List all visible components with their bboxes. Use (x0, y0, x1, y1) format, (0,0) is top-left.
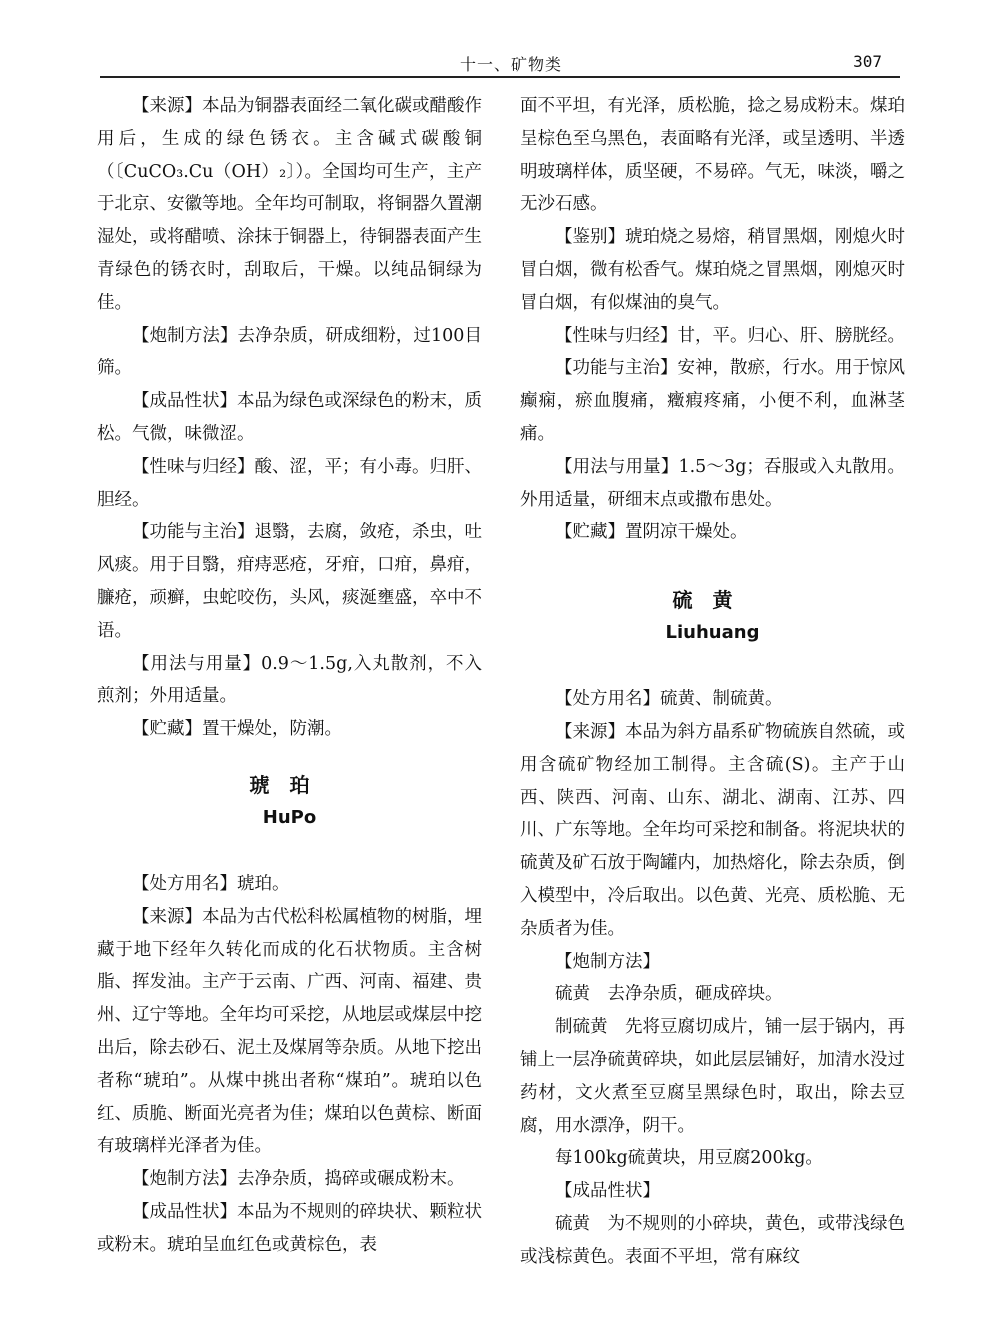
paragraph: 【来源】本品为铜器表面经二氧化碳或醋酸作用后，生成的绿色锈衣。主含碱式碳酸铜（〔CuCO₃.Cu（OH）₂〕）。全国均可生产，主产于北京、安徽等地。全年均可制取，将铜器久置潮湿处，或将醋喷、涂抹于铜器上，待铜器表面产生青绿色的锈衣时，刮取后，干燥。以纯品铜绿为佳。 (97, 96, 482, 313)
header-rule (100, 76, 900, 78)
paragraph: 【炮制方法】去净杂质，研成细粉，过100目筛。 (97, 325, 482, 379)
spacer (97, 746, 482, 768)
paragraph: 【来源】本品为古代松科松属植物的树脂，埋藏于地下经年久转化而成的化石状物质。主含树脂、挥发油。主产于云南、广西、河南、福建、贵州、辽宁等地。全年均可采挖，从地层或煤层中挖出后，除去砂石、泥土及煤屑等杂质。从地下挖出者称“琥珀”。从煤中挑出者称“煤珀”。琥珀以色红、质脆、断面光亮者为佳；煤珀以色黄棕、断面有玻璃样光泽者为佳。 (97, 906, 482, 1157)
page-number: 307 (853, 52, 882, 71)
paragraph: 制硫黄 先将豆腐切成片，铺一层于锅内，再铺上一层净硫黄碎块，如此层层铺好，加清水没过药材，文火煮至豆腐呈黑绿色时，取出，除去豆腐，用水漂净，阴干。 (520, 1017, 905, 1136)
spacer (97, 834, 482, 868)
chapter-title: 十一、矿物类 (460, 55, 563, 74)
left-column (97, 90, 482, 1262)
paragraph: 【功能与主治】安神，散瘀，行水。用于惊风癫痫，瘀血腹痛，癥瘕疼痛，小便不利，血淋茎痛。 (520, 358, 905, 444)
spacer (520, 649, 905, 683)
paragraph: 硫黄 去净杂质，砸成碎块。 (555, 984, 783, 1005)
paragraph: 【成品性状】本品为不规则的碎块状、颗粒状或粉末。琥珀呈血红色或黄棕色，表 (97, 1201, 482, 1255)
paragraph: 【处方用名】琥珀。 (132, 873, 290, 894)
paragraph: 【鉴别】琥珀烧之易熔，稍冒黑烟，刚熄火时冒白烟，微有松香气。煤珀烧之冒黑烟，刚熄灭时冒白烟，有似煤油的臭气。 (520, 227, 905, 313)
paragraph: 【贮藏】置干燥处，防潮。 (132, 719, 342, 740)
paragraph: 【用法与用量】0.9～1.5g,入丸散剂，不入煎剂；外用适量。 (97, 653, 482, 707)
paragraph: 【成品性状】 (555, 1181, 660, 1202)
spacer (520, 549, 905, 583)
paragraph: 硫黄 为不规则的小碎块，黄色，或带浅绿色或浅棕黄色。表面不平坦，常有麻纹 (520, 1213, 905, 1267)
paragraph: 【性味与归经】甘，平。归心、肝、膀胱经。 (555, 325, 905, 346)
paragraph: 面不平坦，有光泽，质松脆，捻之易成粉末。煤珀呈棕色至乌黑色，表面略有光泽，或呈透明、半透明玻璃样体，质坚硬，不易碎。气无，味淡，嚼之无沙石感。 (520, 96, 905, 215)
right-column (520, 90, 905, 1274)
paragraph: 【炮制方法】 (555, 951, 660, 972)
paragraph: 【炮制方法】去净杂质，捣碎或碾成粉末。 (132, 1169, 465, 1190)
paragraph: 【功能与主治】退翳，去腐，敛疮，杀虫，吐风痰。用于目翳，疳痔恶疮，牙疳，口疳，鼻疳，臁疮，顽癣，虫蛇咬伤，头风，痰涎壅盛，卒中不语。 (97, 522, 482, 641)
paragraph: 【贮藏】置阴凉干燥处。 (555, 522, 748, 543)
paragraph: 【用法与用量】1.5～3g；吞服或入丸散用。外用适量，研细末点或撒布患处。 (520, 456, 905, 510)
paragraph: 【来源】本品为斜方晶系矿物硫族自然硫，或用含硫矿物经加工制得。主含硫(S)。主产于山西、陕西、河南、山东、湖北、湖南、江苏、四川、广东等地。全年均可采挖和制备。将泥块状的硫黄及矿石放于陶罐内，加热熔化，除去杂质，倒入模型中，冷后取出。以色黄、光亮、质松脆、无杂质者为佳。 (520, 721, 905, 939)
section-pinyin-liuhuang: Liuhuang (665, 622, 760, 644)
section-pinyin-hupo: HuPo (262, 806, 317, 828)
paragraph: 【处方用名】硫黄、制硫黄。 (555, 689, 783, 710)
paragraph: 【性味与归经】酸、涩，平；有小毒。归肝、胆经。 (97, 456, 482, 510)
section-heading-liuhuang: 硫黄 (672, 588, 753, 613)
paragraph: 每100kg硫黄块，用豆腐200kg。 (555, 1148, 823, 1169)
section-heading-hupo: 琥珀 (249, 772, 330, 797)
paragraph: 【成品性状】本品为绿色或深绿色的粉末，质松。气微，味微涩。 (97, 391, 482, 444)
